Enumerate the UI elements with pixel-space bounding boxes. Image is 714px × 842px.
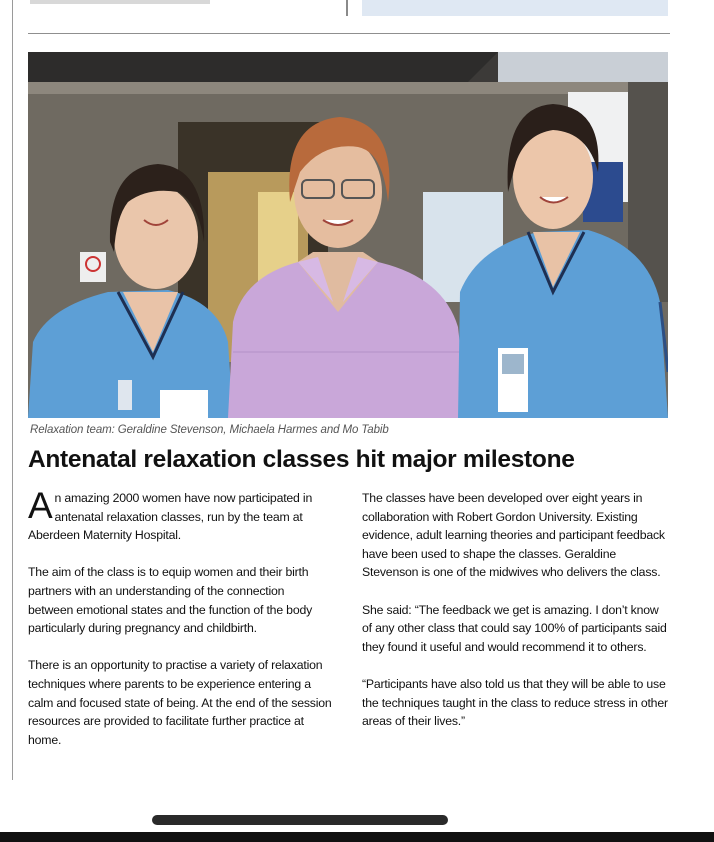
article-paragraph: She said: “The feedback we get is amazing. I don’t know of any other class that could say 100% of participants said they found it useful and would recommend it to others. xyxy=(362,602,667,654)
left-margin-rule xyxy=(12,0,13,780)
home-indicator-bar[interactable] xyxy=(152,815,448,825)
article-paragraph: The aim of the class is to equip women and their birth partners with an understanding of the connection between emotional states and the function of the body particularly during pregnancy and childbirth. xyxy=(28,565,313,636)
bottom-band xyxy=(0,832,714,842)
article-paragraph: The classes have been developed over eight years in collaboration with Robert Gordon University. Existing evidence, adult learning theories and participant feedback have been used to shape the classes. Geraldine Stevenson is one of the midwives who delivers the class. xyxy=(362,491,665,580)
article-photo xyxy=(28,52,668,418)
previous-section-divider xyxy=(346,0,348,16)
section-divider xyxy=(28,33,670,34)
article-paragraph-text: n amazing 2000 women have now participated in antenatal relaxation classes, run by the team at Aberdeen Maternity Hospital. xyxy=(28,491,313,543)
article-paragraph xyxy=(28,485,332,545)
photo-caption: Relaxation team: Geraldine Stevenson, Michaela Harmes and Mo Tabib xyxy=(30,424,389,436)
article-paragraph: There is an opportunity to practise a variety of relaxation techniques where parents to be experience entering a calm and focused state of being. At the end of the session resources are provided to facilitate further practice at home. xyxy=(28,658,332,747)
article-headline: Antenatal relaxation classes hit major milestone xyxy=(28,446,575,473)
previous-section-text-fragment xyxy=(30,0,210,4)
article-column-right xyxy=(362,489,670,749)
article-paragraph: “Participants have also told us that they will be able to use the techniques taught in the class to reduce stress in other areas of their lives.” xyxy=(362,676,668,729)
previous-section-box xyxy=(362,0,668,16)
article-column-left xyxy=(28,485,332,768)
drop-cap: A xyxy=(28,485,53,526)
